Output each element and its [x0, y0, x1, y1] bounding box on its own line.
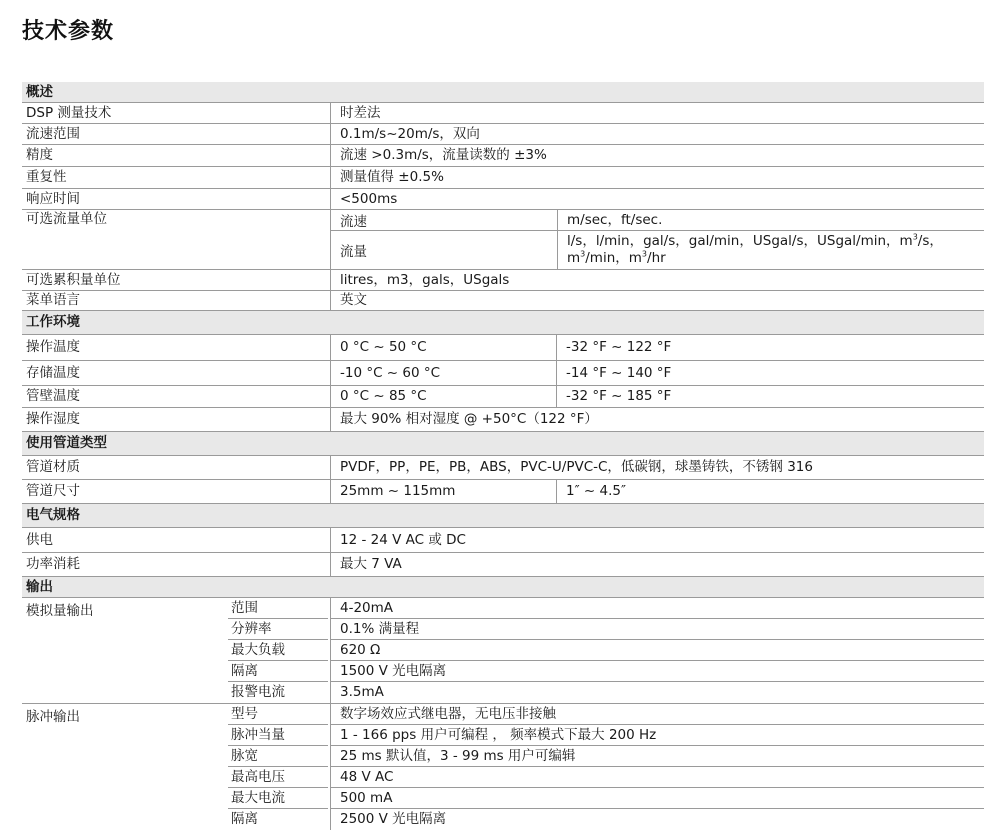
spec-subrow — [22, 725, 984, 746]
spec-row-power — [22, 528, 984, 553]
section-header-electrical — [22, 504, 984, 528]
spec-sublabel: 型号 — [228, 704, 328, 725]
spec-row-storage-temp — [22, 361, 984, 386]
spec-label: 可选累积量单位 — [26, 271, 121, 288]
unit-values: m/sec，ft/sec. — [557, 210, 984, 230]
spec-value-fahrenheit: -14 °F ~ 140 °F — [556, 361, 984, 385]
spec-row-velocity-range — [22, 124, 984, 145]
spec-subrow — [22, 640, 984, 661]
spec-value-celsius: 0 °C ~ 50 °C — [330, 335, 556, 360]
spec-label: 流速范围 — [26, 125, 80, 142]
spec-value: 1 - 166 pps 用户可编程 ， 频率模式下最大 200 Hz — [330, 725, 984, 746]
spec-sublabel: 脉宽 — [228, 746, 328, 767]
spec-label: 管壁温度 — [26, 388, 80, 404]
spec-row-dsp — [22, 103, 984, 124]
spec-value: <500ms — [330, 189, 984, 209]
spec-label: 功率消耗 — [26, 556, 80, 572]
spec-sublabel: 最大电流 — [228, 788, 328, 809]
spec-label: 菜单语言 — [26, 292, 80, 308]
spec-label: 管道尺寸 — [26, 483, 80, 499]
spec-sublabel: 脉冲当量 — [228, 725, 328, 746]
spec-value: 时差法 — [330, 103, 984, 123]
spec-label: 可选流量单位 — [26, 211, 107, 227]
spec-sublabel: 隔离 — [228, 661, 328, 682]
spec-value-fahrenheit: -32 °F ~ 122 °F — [556, 335, 984, 360]
group-label: 模拟量输出 — [26, 602, 94, 619]
unit-type-label: 流速 — [340, 214, 367, 230]
spec-subrow — [22, 661, 984, 682]
spec-subrow — [22, 788, 984, 809]
section-header-environment — [22, 311, 984, 335]
flow-units-flow-row — [331, 230, 984, 269]
spec-sublabel: 最大负载 — [228, 640, 328, 661]
spec-sublabel: 隔离 — [231, 811, 258, 827]
spec-label: 重复性 — [26, 169, 67, 185]
spec-row-response-time — [22, 189, 984, 210]
spec-label: 存储温度 — [26, 364, 80, 381]
spec-value: 1500 V 光电隔离 — [330, 661, 984, 682]
page-title: 技术参数 — [22, 19, 115, 44]
spec-value: litres，m3，gals，USgals — [330, 270, 984, 290]
spec-row-totals — [22, 270, 984, 291]
section-header-overview — [22, 82, 984, 103]
spec-row-consumption — [22, 553, 984, 577]
section-title: 输出 — [26, 578, 53, 595]
spec-label: 操作湿度 — [26, 411, 80, 427]
spec-subrow — [22, 809, 984, 830]
spec-row-repeatability — [22, 167, 984, 189]
spec-label: DSP 测量技术 — [26, 104, 112, 121]
spec-value: 英文 — [330, 291, 984, 310]
spec-sublabel: 范围 — [228, 598, 328, 619]
unit-values — [557, 230, 984, 269]
spec-subrow — [22, 767, 984, 788]
spec-subrow — [22, 704, 984, 725]
pulse-output-group — [22, 704, 984, 830]
section-title: 概述 — [26, 83, 53, 100]
section-header-output — [22, 577, 984, 598]
flow-units-velocity-row — [331, 210, 984, 231]
section-title: 电气规格 — [26, 507, 80, 523]
spec-value: 0.1% 满量程 — [330, 619, 984, 640]
spec-value-celsius: -10 °C ~ 60 °C — [330, 361, 556, 385]
section-header-pipes — [22, 432, 984, 456]
spec-subrow — [22, 619, 984, 640]
flow-units-subtable — [330, 210, 984, 269]
spec-label: 供电 — [26, 531, 53, 548]
section-title: 工作环境 — [26, 314, 80, 330]
spec-value: 12 - 24 V AC 或 DC — [330, 528, 984, 552]
spec-value: 48 V AC — [330, 767, 984, 788]
spec-value-mm: 25mm ~ 115mm — [330, 480, 556, 503]
spec-sublabel: 最高电压 — [228, 767, 328, 788]
spec-label: 精度 — [26, 147, 53, 163]
spec-value: 测量值得 ±0.5% — [330, 167, 984, 188]
section-title: 使用管道类型 — [26, 435, 107, 451]
group-label: 脉冲输出 — [26, 708, 80, 725]
spec-value: 最大 7 VA — [330, 553, 984, 576]
spec-label: 响应时间 — [26, 190, 80, 207]
spec-row-wall-temp — [22, 386, 984, 408]
spec-value: 25 ms 默认值，3 - 99 ms 用户可编辑 — [330, 746, 984, 767]
spec-value: 数字场效应式继电器，无电压非接触 — [330, 704, 984, 725]
spec-sublabel: 分辨率 — [228, 619, 328, 640]
spec-label: 操作温度 — [26, 339, 80, 355]
spec-value-inch: 1″ ~ 4.5″ — [556, 480, 984, 503]
spec-row-humidity — [22, 408, 984, 432]
spec-value: 500 mA — [330, 788, 984, 809]
spec-subrow — [22, 598, 984, 619]
flow-unit-list: l/s，l/min，gal/s，gal/min，USgal/s，USgal/min，$m^3/s$， $m^3/\min$，$m^3/hr$ — [567, 232, 943, 266]
spec-row-operating-temp — [22, 335, 984, 361]
spec-value-fahrenheit: -32 °F ~ 185 °F — [556, 386, 984, 407]
spec-label: 管道材质 — [26, 459, 80, 475]
spec-row-flow-units — [22, 210, 984, 270]
spec-row-language — [22, 291, 984, 311]
spec-table — [22, 82, 984, 830]
spec-subrow — [22, 746, 984, 767]
analog-output-group — [22, 598, 984, 704]
spec-value: 620 Ω — [330, 640, 984, 661]
spec-value: 流速 >0.3m/s，流量读数的 ±3% — [330, 145, 984, 166]
spec-row-pipe-size — [22, 480, 984, 504]
unit-type-label: 流量 — [340, 243, 367, 260]
spec-value: 2500 V 光电隔离 — [330, 809, 984, 830]
spec-value: 最大 90% 相对湿度 @ +50°C（122 °F） — [330, 408, 984, 431]
spec-value: 3.5mA — [330, 682, 984, 703]
spec-row-accuracy — [22, 145, 984, 167]
spec-value-celsius: 0 °C ~ 85 °C — [330, 386, 556, 407]
spec-value: PVDF，PP，PE，PB，ABS，PVC-U/PVC-C，低碳钢，球墨铸铁，不锈钢 316 — [330, 456, 984, 479]
spec-value: 4-20mA — [330, 598, 984, 619]
spec-subrow — [22, 682, 984, 703]
spec-value: 0.1m/s~20m/s，双向 — [330, 124, 984, 144]
spec-row-pipe-material — [22, 456, 984, 480]
spec-sublabel: 报警电流 — [231, 684, 285, 700]
